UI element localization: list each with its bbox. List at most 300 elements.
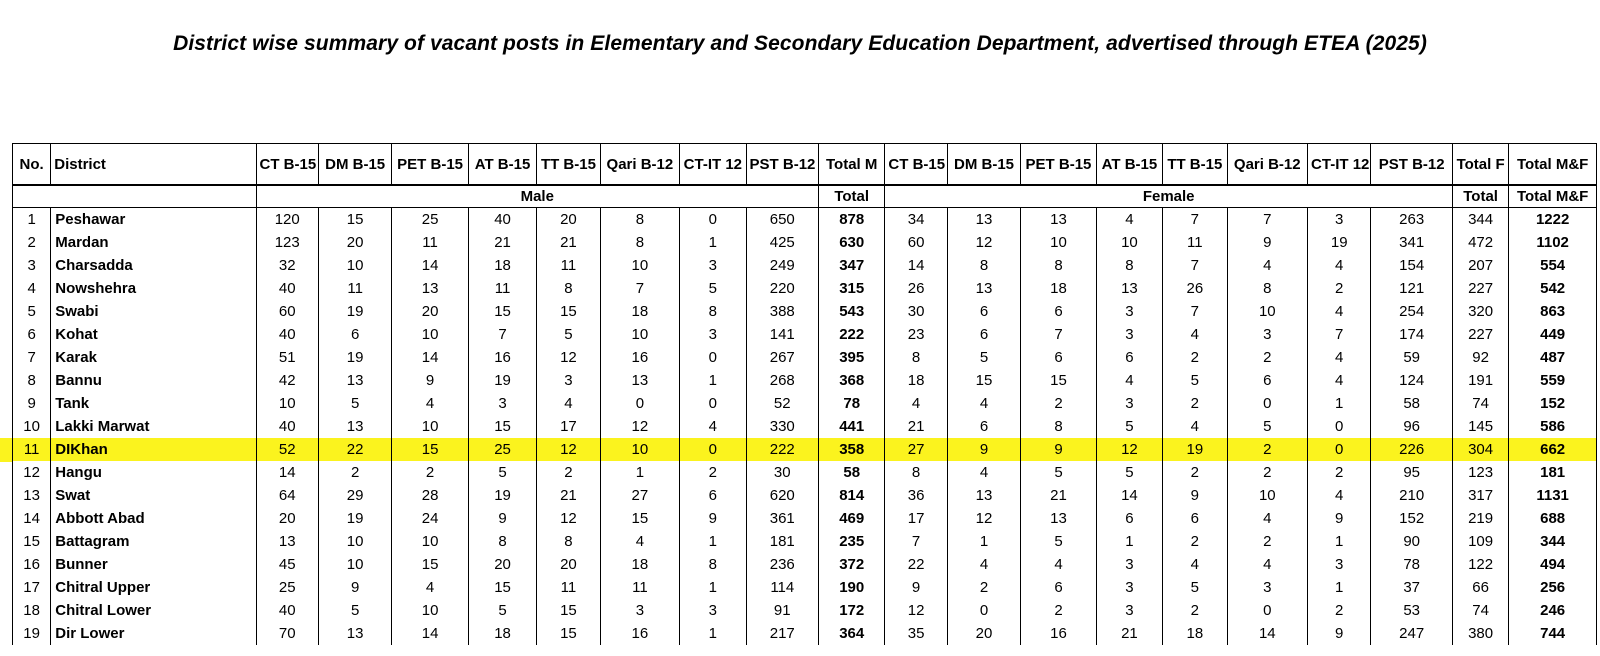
- male-post-count: 22: [318, 438, 391, 461]
- female-post-count: 4: [1308, 254, 1371, 277]
- male-post-count: 3: [600, 599, 680, 622]
- female-post-count: 4: [1227, 254, 1308, 277]
- female-post-count: 2: [947, 576, 1020, 599]
- male-post-count: 2: [680, 461, 746, 484]
- male-post-count: 13: [318, 622, 391, 645]
- female-post-count: 6: [1021, 576, 1096, 599]
- district-name: Kohat: [51, 323, 256, 346]
- female-post-count: 5: [1163, 576, 1227, 599]
- female-post-count: 2: [1308, 277, 1371, 300]
- table-row: [13, 484, 1597, 507]
- total-male: 814: [819, 484, 885, 507]
- male-post-count: 25: [392, 208, 468, 231]
- female-post-count: 7: [885, 530, 947, 553]
- female-post-count: 4: [1308, 369, 1371, 392]
- male-post-count: 14: [256, 461, 318, 484]
- total-female: 227: [1452, 277, 1508, 300]
- male-post-count: 7: [600, 277, 680, 300]
- male-post-count: 3: [680, 323, 746, 346]
- male-post-count: 4: [392, 392, 468, 415]
- group-header-row: [13, 185, 1597, 208]
- row-number: 13: [13, 484, 51, 507]
- row-number: 18: [13, 599, 51, 622]
- male-post-count: 6: [318, 323, 391, 346]
- district-name: Charsadda: [51, 254, 256, 277]
- male-post-count: 13: [600, 369, 680, 392]
- male-post-count: 9: [392, 369, 468, 392]
- female-post-count: 1: [1308, 576, 1371, 599]
- female-post-count: 4: [1096, 208, 1162, 231]
- total-male: 630: [819, 231, 885, 254]
- male-post-count: 13: [318, 415, 391, 438]
- female-post-count: 18: [1163, 622, 1227, 645]
- total-male: 372: [819, 553, 885, 576]
- district-name: Nowshehra: [51, 277, 256, 300]
- total-male-female: 554: [1509, 254, 1597, 277]
- male-post-count: 10: [392, 599, 468, 622]
- district-name: Chitral Lower: [51, 599, 256, 622]
- female-post-count: 154: [1371, 254, 1453, 277]
- row-number: 15: [13, 530, 51, 553]
- female-post-count: 6: [947, 323, 1020, 346]
- female-post-count: 3: [1096, 392, 1162, 415]
- female-post-count: 9: [1227, 231, 1308, 254]
- male-post-count: 181: [746, 530, 818, 553]
- total-female: 472: [1452, 231, 1508, 254]
- female-post-count: 7: [1021, 323, 1096, 346]
- female-post-count: 59: [1371, 346, 1453, 369]
- female-post-count: 95: [1371, 461, 1453, 484]
- vacancy-summary-table: [12, 143, 1597, 645]
- female-post-count: 6: [1096, 507, 1162, 530]
- male-post-count: 5: [680, 277, 746, 300]
- female-post-count: 2: [1021, 599, 1096, 622]
- total-female: 219: [1452, 507, 1508, 530]
- male-post-count: 2: [392, 461, 468, 484]
- female-post-count: 5: [1096, 415, 1162, 438]
- total-male: 878: [819, 208, 885, 231]
- total-male: 235: [819, 530, 885, 553]
- female-post-count: 247: [1371, 622, 1453, 645]
- female-post-count: 13: [1096, 277, 1162, 300]
- total-male-female: 586: [1509, 415, 1597, 438]
- male-post-count: 2: [537, 461, 600, 484]
- table-row: [13, 323, 1597, 346]
- male-post-count: 10: [318, 530, 391, 553]
- female-post-count: 3: [1227, 576, 1308, 599]
- female-post-count: 263: [1371, 208, 1453, 231]
- female-post-count: 10: [1096, 231, 1162, 254]
- row-number: 19: [13, 622, 51, 645]
- female-post-count: 4: [1308, 300, 1371, 323]
- male-post-count: 32: [256, 254, 318, 277]
- total-male-female: 542: [1509, 277, 1597, 300]
- male-post-count: 40: [256, 323, 318, 346]
- header-total-mf: Total M&F: [1509, 144, 1597, 186]
- male-post-count: 10: [256, 392, 318, 415]
- group-header-total-mf: Total M&F: [1509, 185, 1597, 208]
- document-title: District wise summary of vacant posts in Elementary and Secondary Education Department, advertised through ETEA (2025): [173, 32, 1427, 55]
- female-post-count: 14: [1096, 484, 1162, 507]
- male-post-count: 40: [256, 277, 318, 300]
- table-row: [13, 231, 1597, 254]
- male-post-count: 20: [256, 507, 318, 530]
- female-post-count: 12: [885, 599, 947, 622]
- female-post-count: 10: [1227, 300, 1308, 323]
- male-post-count: 40: [256, 415, 318, 438]
- female-post-count: 35: [885, 622, 947, 645]
- male-post-count: 12: [600, 415, 680, 438]
- female-post-count: 2: [1227, 461, 1308, 484]
- total-female: 227: [1452, 323, 1508, 346]
- total-male: 441: [819, 415, 885, 438]
- header-total-m: Total M: [819, 144, 885, 186]
- header-male-qari: Qari B-12: [600, 144, 680, 186]
- header-female-pet: PET B-15: [1021, 144, 1096, 186]
- female-post-count: 7: [1163, 254, 1227, 277]
- male-post-count: 10: [600, 438, 680, 461]
- total-male-female: 1102: [1509, 231, 1597, 254]
- male-post-count: 361: [746, 507, 818, 530]
- female-post-count: 18: [1021, 277, 1096, 300]
- district-name: Bunner: [51, 553, 256, 576]
- female-post-count: 4: [1227, 553, 1308, 576]
- female-post-count: 1: [1308, 530, 1371, 553]
- male-post-count: 25: [468, 438, 536, 461]
- total-male-female: 559: [1509, 369, 1597, 392]
- female-post-count: 20: [947, 622, 1020, 645]
- female-post-count: 1: [947, 530, 1020, 553]
- female-post-count: 90: [1371, 530, 1453, 553]
- total-female: 380: [1452, 622, 1508, 645]
- male-post-count: 40: [468, 208, 536, 231]
- female-post-count: 14: [885, 254, 947, 277]
- row-number: 6: [13, 323, 51, 346]
- female-post-count: 2: [1308, 461, 1371, 484]
- row-number: 3: [13, 254, 51, 277]
- table-row: [13, 576, 1597, 599]
- header-male-ct: CT B-15: [256, 144, 318, 186]
- male-post-count: 14: [392, 254, 468, 277]
- male-post-count: 8: [680, 553, 746, 576]
- row-number: 1: [13, 208, 51, 231]
- female-post-count: 78: [1371, 553, 1453, 576]
- male-post-count: 8: [680, 300, 746, 323]
- male-post-count: 8: [468, 530, 536, 553]
- total-male-female: 863: [1509, 300, 1597, 323]
- female-post-count: 8: [1021, 415, 1096, 438]
- male-post-count: 9: [318, 576, 391, 599]
- male-post-count: 13: [318, 369, 391, 392]
- male-post-count: 114: [746, 576, 818, 599]
- female-post-count: 21: [1096, 622, 1162, 645]
- female-post-count: 2: [1163, 461, 1227, 484]
- male-post-count: 21: [537, 484, 600, 507]
- male-post-count: 19: [318, 507, 391, 530]
- table-row: [13, 622, 1597, 645]
- female-post-count: 3: [1227, 323, 1308, 346]
- female-post-count: 36: [885, 484, 947, 507]
- row-number: 9: [13, 392, 51, 415]
- female-post-count: 8: [1021, 254, 1096, 277]
- female-post-count: 152: [1371, 507, 1453, 530]
- table-row: [13, 369, 1597, 392]
- male-post-count: 10: [600, 323, 680, 346]
- male-post-count: 4: [537, 392, 600, 415]
- male-post-count: 18: [600, 300, 680, 323]
- total-female: 66: [1452, 576, 1508, 599]
- header-male-pst: PST B-12: [746, 144, 818, 186]
- header-female-qari: Qari B-12: [1227, 144, 1308, 186]
- district-name: DIKhan: [51, 438, 256, 461]
- female-post-count: 254: [1371, 300, 1453, 323]
- total-male: 469: [819, 507, 885, 530]
- male-post-count: 19: [468, 484, 536, 507]
- row-number: 5: [13, 300, 51, 323]
- male-post-count: 20: [537, 553, 600, 576]
- male-post-count: 6: [680, 484, 746, 507]
- male-post-count: 2: [318, 461, 391, 484]
- table-row: [13, 254, 1597, 277]
- header-male-pet: PET B-15: [392, 144, 468, 186]
- male-post-count: 15: [600, 507, 680, 530]
- total-male: 364: [819, 622, 885, 645]
- district-name: Swabi: [51, 300, 256, 323]
- male-post-count: 18: [468, 622, 536, 645]
- total-female: 122: [1452, 553, 1508, 576]
- male-post-count: 236: [746, 553, 818, 576]
- female-post-count: 3: [1096, 323, 1162, 346]
- male-post-count: 1: [680, 369, 746, 392]
- male-post-count: 10: [600, 254, 680, 277]
- female-post-count: 13: [947, 484, 1020, 507]
- female-post-count: 13: [947, 208, 1020, 231]
- row-number: 11: [13, 438, 51, 461]
- female-post-count: 13: [1021, 507, 1096, 530]
- female-post-count: 12: [947, 231, 1020, 254]
- female-post-count: 3: [1096, 300, 1162, 323]
- female-post-count: 0: [1227, 599, 1308, 622]
- male-post-count: 141: [746, 323, 818, 346]
- female-post-count: 17: [885, 507, 947, 530]
- male-post-count: 11: [392, 231, 468, 254]
- group-header-blank: [13, 185, 257, 208]
- male-post-count: 9: [680, 507, 746, 530]
- female-post-count: 0: [1308, 415, 1371, 438]
- total-male-female: 487: [1509, 346, 1597, 369]
- female-post-count: 8: [885, 461, 947, 484]
- female-post-count: 14: [1227, 622, 1308, 645]
- female-post-count: 2: [1227, 346, 1308, 369]
- row-number: 4: [13, 277, 51, 300]
- male-post-count: 5: [468, 599, 536, 622]
- male-post-count: 123: [256, 231, 318, 254]
- female-post-count: 8: [885, 346, 947, 369]
- male-post-count: 40: [256, 599, 318, 622]
- total-male: 222: [819, 323, 885, 346]
- female-post-count: 19: [1163, 438, 1227, 461]
- header-female-tt: TT B-15: [1163, 144, 1227, 186]
- male-post-count: 15: [392, 438, 468, 461]
- table-row: [13, 415, 1597, 438]
- female-post-count: 6: [1096, 346, 1162, 369]
- male-post-count: 52: [746, 392, 818, 415]
- total-male: 395: [819, 346, 885, 369]
- male-post-count: 18: [468, 254, 536, 277]
- male-post-count: 9: [468, 507, 536, 530]
- female-post-count: 12: [1096, 438, 1162, 461]
- female-post-count: 26: [1163, 277, 1227, 300]
- table-row: [13, 507, 1597, 530]
- male-post-count: 17: [537, 415, 600, 438]
- table-row: [13, 346, 1597, 369]
- total-female: 304: [1452, 438, 1508, 461]
- male-post-count: 1: [680, 231, 746, 254]
- female-post-count: 3: [1308, 208, 1371, 231]
- female-post-count: 53: [1371, 599, 1453, 622]
- female-post-count: 0: [1308, 438, 1371, 461]
- male-post-count: 19: [318, 346, 391, 369]
- female-post-count: 2: [1163, 530, 1227, 553]
- male-post-count: 15: [468, 576, 536, 599]
- female-post-count: 4: [1021, 553, 1096, 576]
- male-post-count: 15: [468, 300, 536, 323]
- header-district: District: [51, 144, 256, 186]
- male-post-count: 29: [318, 484, 391, 507]
- female-post-count: 4: [885, 392, 947, 415]
- male-post-count: 27: [600, 484, 680, 507]
- female-post-count: 5: [1021, 461, 1096, 484]
- group-header-female: Female: [885, 185, 1453, 208]
- total-female: 123: [1452, 461, 1508, 484]
- group-header-total-f: Total: [1452, 185, 1508, 208]
- male-post-count: 52: [256, 438, 318, 461]
- male-post-count: 15: [318, 208, 391, 231]
- male-post-count: 0: [600, 392, 680, 415]
- female-post-count: 21: [1021, 484, 1096, 507]
- male-post-count: 222: [746, 438, 818, 461]
- male-post-count: 16: [600, 346, 680, 369]
- group-header-total-m: Total: [819, 185, 885, 208]
- female-post-count: 3: [1308, 553, 1371, 576]
- female-post-count: 9: [885, 576, 947, 599]
- header-male-tt: TT B-15: [537, 144, 600, 186]
- district-name: Lakki Marwat: [51, 415, 256, 438]
- district-name: Swat: [51, 484, 256, 507]
- male-post-count: 3: [468, 392, 536, 415]
- female-post-count: 4: [947, 392, 1020, 415]
- total-male: 358: [819, 438, 885, 461]
- male-post-count: 12: [537, 438, 600, 461]
- male-post-count: 388: [746, 300, 818, 323]
- table-row: [13, 392, 1597, 415]
- female-post-count: 2: [1227, 438, 1308, 461]
- table-row: [13, 277, 1597, 300]
- female-post-count: 5: [1163, 369, 1227, 392]
- total-male-female: 494: [1509, 553, 1597, 576]
- male-post-count: 1: [600, 461, 680, 484]
- male-post-count: 15: [537, 599, 600, 622]
- total-female: 320: [1452, 300, 1508, 323]
- district-name: Tank: [51, 392, 256, 415]
- male-post-count: 217: [746, 622, 818, 645]
- female-post-count: 3: [1096, 599, 1162, 622]
- male-post-count: 28: [392, 484, 468, 507]
- total-female: 317: [1452, 484, 1508, 507]
- female-post-count: 26: [885, 277, 947, 300]
- male-post-count: 330: [746, 415, 818, 438]
- total-male-female: 256: [1509, 576, 1597, 599]
- male-post-count: 15: [537, 300, 600, 323]
- female-post-count: 6: [1163, 507, 1227, 530]
- total-female: 145: [1452, 415, 1508, 438]
- male-post-count: 16: [600, 622, 680, 645]
- header-total-f: Total F: [1452, 144, 1508, 186]
- total-female: 74: [1452, 599, 1508, 622]
- district-name: Peshawar: [51, 208, 256, 231]
- female-post-count: 4: [947, 461, 1020, 484]
- male-post-count: 8: [537, 277, 600, 300]
- total-female: 207: [1452, 254, 1508, 277]
- female-post-count: 8: [947, 254, 1020, 277]
- female-post-count: 4: [1096, 369, 1162, 392]
- male-post-count: 45: [256, 553, 318, 576]
- female-post-count: 15: [1021, 369, 1096, 392]
- female-post-count: 30: [885, 300, 947, 323]
- male-post-count: 21: [537, 231, 600, 254]
- male-post-count: 3: [680, 599, 746, 622]
- male-post-count: 20: [468, 553, 536, 576]
- total-male: 543: [819, 300, 885, 323]
- district-name: Hangu: [51, 461, 256, 484]
- highlight-marker: [0, 438, 12, 462]
- header-male-ctit: CT-IT 12: [680, 144, 746, 186]
- female-post-count: 5: [1227, 415, 1308, 438]
- female-post-count: 7: [1163, 300, 1227, 323]
- district-name: Bannu: [51, 369, 256, 392]
- male-post-count: 1: [680, 530, 746, 553]
- total-male: 78: [819, 392, 885, 415]
- total-male-female: 662: [1509, 438, 1597, 461]
- row-number: 8: [13, 369, 51, 392]
- male-post-count: 8: [600, 208, 680, 231]
- header-female-dm: DM B-15: [947, 144, 1020, 186]
- female-post-count: 11: [1163, 231, 1227, 254]
- male-post-count: 13: [392, 277, 468, 300]
- total-male: 368: [819, 369, 885, 392]
- female-post-count: 4: [1308, 346, 1371, 369]
- male-post-count: 0: [680, 438, 746, 461]
- male-post-count: 5: [318, 392, 391, 415]
- total-male: 315: [819, 277, 885, 300]
- row-number: 7: [13, 346, 51, 369]
- male-post-count: 20: [392, 300, 468, 323]
- female-post-count: 7: [1227, 208, 1308, 231]
- male-post-count: 10: [392, 530, 468, 553]
- female-post-count: 8: [1227, 277, 1308, 300]
- female-post-count: 6: [1021, 346, 1096, 369]
- female-post-count: 210: [1371, 484, 1453, 507]
- female-post-count: 174: [1371, 323, 1453, 346]
- male-post-count: 7: [468, 323, 536, 346]
- female-post-count: 10: [1227, 484, 1308, 507]
- district-name: Chitral Upper: [51, 576, 256, 599]
- male-post-count: 0: [680, 346, 746, 369]
- district-name: Battagram: [51, 530, 256, 553]
- total-female: 109: [1452, 530, 1508, 553]
- male-post-count: 11: [537, 254, 600, 277]
- male-post-count: 10: [318, 254, 391, 277]
